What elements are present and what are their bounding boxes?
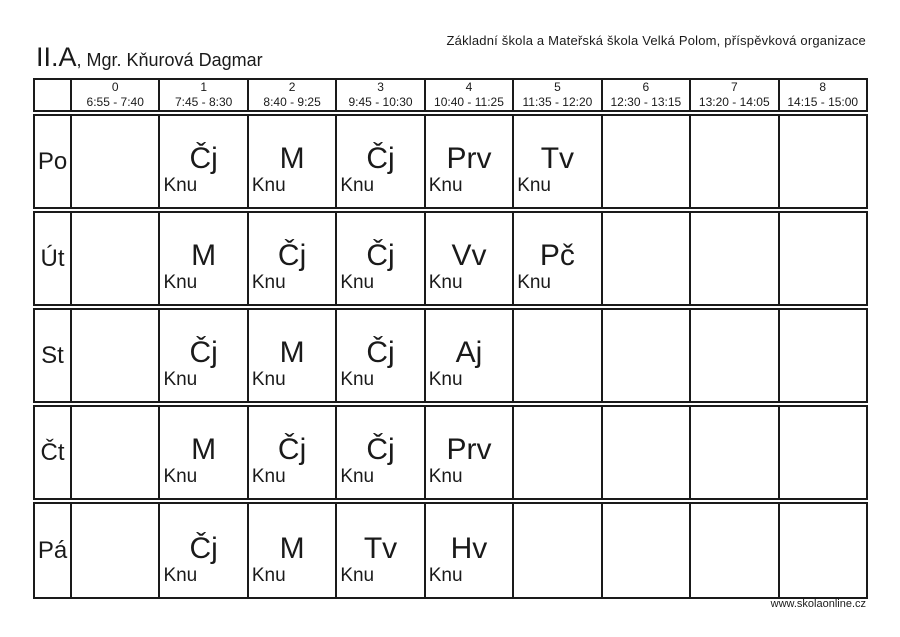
lesson-teacher: Knu bbox=[163, 565, 198, 586]
lesson bbox=[160, 336, 246, 401]
lesson-cell bbox=[159, 210, 247, 307]
lesson-cell bbox=[425, 210, 513, 307]
day-label: Po bbox=[34, 113, 71, 210]
lesson bbox=[426, 239, 512, 304]
lesson-teacher: Knu bbox=[517, 272, 551, 293]
lesson-cell bbox=[159, 307, 247, 404]
lesson bbox=[160, 142, 246, 207]
empty-lesson-cell bbox=[513, 404, 601, 501]
lesson bbox=[160, 433, 246, 498]
lesson-subject: Vv bbox=[451, 239, 487, 272]
period-number: 3 bbox=[377, 80, 384, 94]
lesson-teacher: Knu bbox=[340, 369, 375, 390]
empty-lesson-cell bbox=[779, 501, 868, 598]
lesson-cell bbox=[513, 113, 601, 210]
day-label: Pá bbox=[34, 501, 71, 598]
lesson bbox=[426, 142, 512, 207]
lesson-subject: Čj bbox=[366, 433, 395, 466]
lesson-subject: Prv bbox=[446, 433, 492, 466]
lesson-subject: Tv bbox=[540, 142, 575, 175]
lesson-cell bbox=[336, 307, 424, 404]
lesson bbox=[337, 142, 423, 207]
lesson-teacher: Knu bbox=[251, 565, 286, 586]
page-title bbox=[36, 42, 263, 73]
lesson-teacher: Knu bbox=[251, 272, 286, 293]
day-label: Čt bbox=[34, 404, 71, 501]
empty-lesson-cell bbox=[779, 113, 868, 210]
lesson bbox=[249, 433, 335, 498]
empty-lesson-cell bbox=[71, 501, 159, 598]
period-number: 4 bbox=[465, 80, 473, 94]
empty-lesson-cell bbox=[690, 210, 778, 307]
teacher-name: , Mgr. Kňurová Dagmar bbox=[76, 50, 263, 70]
lesson-cell bbox=[425, 113, 513, 210]
lesson-teacher: Knu bbox=[428, 272, 463, 293]
lesson-subject: Čj bbox=[277, 433, 307, 466]
lesson-teacher: Knu bbox=[340, 466, 375, 487]
period-time: 13:20 - 14:05 bbox=[698, 95, 770, 109]
lesson-teacher: Knu bbox=[340, 175, 375, 196]
lesson-teacher: Knu bbox=[163, 369, 198, 390]
lesson-teacher: Knu bbox=[428, 565, 463, 586]
period-header bbox=[602, 79, 690, 113]
lesson-subject: M bbox=[279, 336, 305, 369]
period-header bbox=[71, 79, 159, 113]
lesson bbox=[337, 336, 423, 401]
lesson-cell bbox=[336, 210, 424, 307]
lesson-teacher: Knu bbox=[251, 175, 286, 196]
empty-lesson-cell bbox=[513, 307, 601, 404]
period-header bbox=[336, 79, 424, 113]
lesson-subject: Čj bbox=[366, 239, 395, 272]
school-name: Základní škola a Mateřská škola Velká Polom, příspěvková organizace bbox=[446, 33, 866, 48]
lesson-teacher: Knu bbox=[428, 175, 463, 196]
day-label: Út bbox=[34, 210, 71, 307]
period-header bbox=[513, 79, 601, 113]
day-row bbox=[34, 501, 867, 598]
lesson bbox=[249, 336, 335, 401]
day-row bbox=[34, 210, 867, 307]
empty-lesson-cell bbox=[602, 404, 690, 501]
period-header bbox=[248, 79, 336, 113]
lesson-cell bbox=[425, 501, 513, 598]
period-time: 10:40 - 11:25 bbox=[434, 95, 504, 109]
day-row bbox=[34, 113, 867, 210]
lesson-teacher: Knu bbox=[340, 565, 375, 586]
lesson bbox=[337, 532, 423, 597]
lesson-subject: M bbox=[191, 433, 217, 466]
lesson-cell bbox=[159, 501, 247, 598]
period-header bbox=[159, 79, 247, 113]
empty-lesson-cell bbox=[602, 113, 690, 210]
lesson bbox=[426, 532, 512, 597]
empty-lesson-cell bbox=[779, 210, 868, 307]
lesson-teacher: Knu bbox=[340, 272, 375, 293]
empty-lesson-cell bbox=[779, 404, 868, 501]
lesson-subject: Čj bbox=[366, 142, 395, 175]
lesson-subject: Čj bbox=[277, 239, 307, 272]
period-time: 6:55 - 7:40 bbox=[86, 95, 144, 109]
lesson-cell bbox=[336, 113, 424, 210]
lesson bbox=[160, 532, 246, 597]
lesson-teacher: Knu bbox=[163, 272, 198, 293]
website-footer: www.skolaonline.cz bbox=[770, 598, 866, 610]
lesson-cell bbox=[248, 404, 336, 501]
lesson-teacher: Knu bbox=[251, 369, 286, 390]
period-time: 11:35 - 12:20 bbox=[522, 95, 593, 109]
period-time: 7:45 - 8:30 bbox=[174, 95, 233, 109]
empty-lesson-cell bbox=[602, 210, 690, 307]
lesson bbox=[514, 239, 600, 304]
lesson bbox=[249, 532, 335, 597]
day-row bbox=[34, 307, 867, 404]
day-label: St bbox=[34, 307, 71, 404]
corner-cell bbox=[34, 79, 71, 113]
period-time: 14:15 - 15:00 bbox=[787, 95, 859, 109]
lesson bbox=[160, 239, 246, 304]
empty-lesson-cell bbox=[779, 307, 868, 404]
empty-lesson-cell bbox=[690, 113, 778, 210]
period-header bbox=[690, 79, 778, 113]
lesson-cell bbox=[159, 113, 247, 210]
period-number: 1 bbox=[200, 80, 207, 94]
lesson bbox=[514, 142, 600, 207]
lesson bbox=[249, 239, 335, 304]
lesson-cell bbox=[425, 404, 513, 501]
empty-lesson-cell bbox=[690, 404, 778, 501]
lesson-subject: Prv bbox=[446, 142, 492, 175]
lesson-subject: Tv bbox=[363, 532, 398, 565]
lesson bbox=[337, 433, 423, 498]
lesson-subject: Pč bbox=[539, 239, 575, 272]
lesson-cell bbox=[248, 113, 336, 210]
period-header bbox=[779, 79, 868, 113]
lesson-subject: Aj bbox=[455, 336, 483, 369]
lesson-subject: Čj bbox=[189, 336, 218, 369]
lesson-cell bbox=[248, 307, 336, 404]
period-number: 5 bbox=[554, 80, 561, 94]
lesson-cell bbox=[425, 307, 513, 404]
lesson bbox=[426, 433, 512, 498]
empty-lesson-cell bbox=[71, 404, 159, 501]
lesson bbox=[337, 239, 423, 304]
lesson-subject: M bbox=[279, 532, 305, 565]
lesson bbox=[426, 336, 512, 401]
lesson-subject: Čj bbox=[189, 532, 218, 565]
period-number: 8 bbox=[819, 80, 827, 94]
period-time: 8:40 - 9:25 bbox=[263, 95, 321, 109]
period-time: 9:45 - 10:30 bbox=[348, 95, 413, 109]
empty-lesson-cell bbox=[602, 501, 690, 598]
empty-lesson-cell bbox=[71, 210, 159, 307]
lesson-cell bbox=[159, 404, 247, 501]
period-header-row bbox=[34, 79, 867, 113]
period-number: 7 bbox=[730, 80, 738, 94]
lesson-cell bbox=[336, 501, 424, 598]
lesson-subject: M bbox=[279, 142, 305, 175]
empty-lesson-cell bbox=[602, 307, 690, 404]
empty-lesson-cell bbox=[513, 501, 601, 598]
lesson-subject: M bbox=[191, 239, 217, 272]
empty-lesson-cell bbox=[71, 307, 159, 404]
lesson-teacher: Knu bbox=[163, 466, 198, 487]
lesson bbox=[249, 142, 335, 207]
class-name: II.A bbox=[36, 42, 77, 72]
period-time: 12:30 - 13:15 bbox=[610, 95, 682, 109]
day-row bbox=[34, 404, 867, 501]
lesson-teacher: Knu bbox=[428, 466, 463, 487]
lesson-teacher: Knu bbox=[428, 369, 463, 390]
timetable bbox=[33, 78, 868, 599]
lesson-cell bbox=[248, 210, 336, 307]
lesson-subject: Čj bbox=[189, 142, 218, 175]
lesson-teacher: Knu bbox=[163, 175, 198, 196]
empty-lesson-cell bbox=[690, 307, 778, 404]
lesson-cell bbox=[248, 501, 336, 598]
period-number: 6 bbox=[642, 80, 650, 94]
lesson-cell bbox=[336, 404, 424, 501]
lesson-teacher: Knu bbox=[251, 466, 286, 487]
period-number: 2 bbox=[288, 80, 296, 94]
empty-lesson-cell bbox=[71, 113, 159, 210]
period-header bbox=[425, 79, 513, 113]
period-number: 0 bbox=[111, 80, 119, 94]
lesson-subject: Hv bbox=[450, 532, 488, 565]
lesson-cell bbox=[513, 210, 601, 307]
lesson-subject: Čj bbox=[366, 336, 395, 369]
lesson-teacher: Knu bbox=[517, 175, 551, 196]
empty-lesson-cell bbox=[690, 501, 778, 598]
